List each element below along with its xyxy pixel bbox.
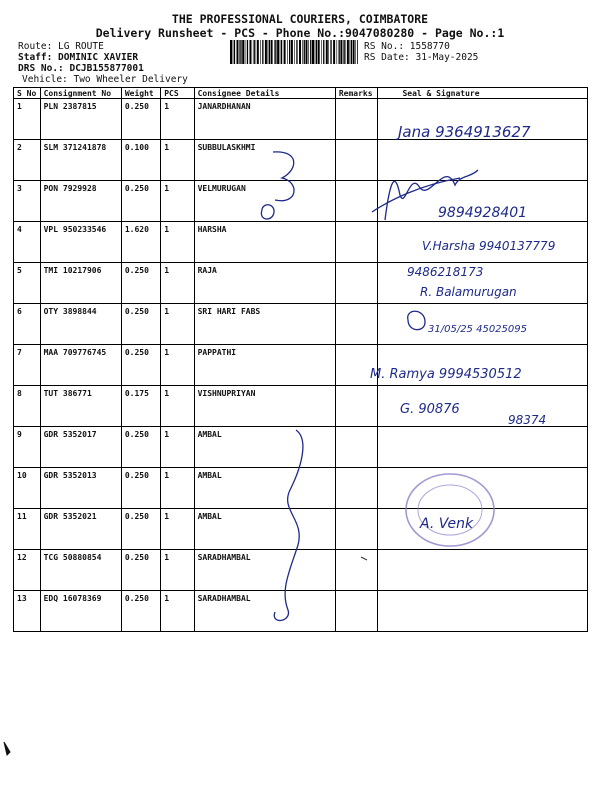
barcode-bar [234,40,235,64]
cell-sno: 12 [14,550,41,591]
cell-consignee: SARADHAMBAL [194,550,335,591]
cell-consignee: AMBAL [194,509,335,550]
cell-signature [378,263,588,304]
cell-consignment: SLM 371241878 [40,140,121,181]
cell-sno: 3 [14,181,41,222]
barcode-bar [310,40,311,64]
cell-remarks [335,427,378,468]
table-row [14,181,588,222]
cell-consignment: GDR 5352013 [40,468,121,509]
cell-sno: 5 [14,263,41,304]
barcode-bar [302,40,303,64]
cell-weight: 0.175 [121,386,160,427]
corner-mark [4,742,10,755]
cell-signature [378,591,588,632]
cell-consignee: SUBBULASKHMI [194,140,335,181]
cell-weight: 0.250 [121,509,160,550]
barcode-bar [253,40,254,64]
cell-pcs: 1 [161,181,194,222]
cell-remarks [335,99,378,140]
cell-consignment: TMI 10217906 [40,263,121,304]
barcode-bar [247,40,248,64]
barcode-bar [326,40,328,64]
table-row [14,386,588,427]
cell-signature [378,345,588,386]
cell-signature [378,550,588,591]
col-header-pcs: PCS [161,88,194,99]
cell-pcs: 1 [161,99,194,140]
cell-consignment: GDR 5352017 [40,427,121,468]
cell-signature [378,427,588,468]
cell-pcs: 1 [161,304,194,345]
cell-sno: 4 [14,222,41,263]
barcode-bar [318,40,320,64]
table-row [14,427,588,468]
cell-consignee: AMBAL [194,427,335,468]
col-header-sno: S No [14,88,41,99]
cell-signature [378,222,588,263]
cell-weight: 0.250 [121,304,160,345]
cell-pcs: 1 [161,468,194,509]
cell-pcs: 1 [161,427,194,468]
cell-sno: 10 [14,468,41,509]
col-header-remarks: Remarks [335,88,378,99]
table-row [14,591,588,632]
barcode-bar [280,40,281,64]
barcode-bar [339,40,340,64]
col-header-weight: Weight [121,88,160,99]
barcode-bar [357,40,358,64]
cell-consignment: MAA 709776745 [40,345,121,386]
cell-signature [378,468,588,509]
barcode-bar [274,40,275,64]
table-row [14,468,588,509]
barcode-bar [337,40,338,64]
barcode [230,40,358,64]
cell-pcs: 1 [161,550,194,591]
barcode-bar [284,40,286,64]
cell-consignee: SRI HARI FABS [194,304,335,345]
cell-consignee: RAJA [194,263,335,304]
barcode-bar [355,40,356,64]
handwriting-row6: 31/05/25 45025095 [428,324,527,335]
cell-remarks [335,345,378,386]
staff-label: Staff: DOMINIC XAVIER [18,52,139,63]
barcode-bar [291,40,293,64]
barcode-bar [257,40,259,64]
handwriting-row8-a: G. 90876 [400,402,460,417]
barcode-bar [275,40,276,64]
cell-signature [378,304,588,345]
drs-number: DRS No.: DCJB155877001 [18,63,144,74]
barcode-bar [242,40,244,64]
cell-sno: 1 [14,99,41,140]
barcode-bar [312,40,314,64]
cell-weight: 0.250 [121,427,160,468]
barcode-bar [287,40,288,64]
cell-consignee: HARSHA [194,222,335,263]
handwriting-row11: A. Venk [420,516,474,532]
cell-remarks [335,140,378,181]
handwriting-row1: Jana 9364913627 [398,123,531,141]
cell-consignment: GDR 5352021 [40,509,121,550]
table-row [14,222,588,263]
cell-consignment: PON 7929928 [40,181,121,222]
handwriting-row7: M. Ramya 9994530512 [370,367,522,382]
cell-consignee: SARADHAMBAL [194,591,335,632]
cell-signature [378,140,588,181]
barcode-bar [277,40,279,64]
handwriting-row8-b: 98374 [508,413,547,427]
barcode-bar [237,40,239,64]
cell-signature [378,509,588,550]
cell-remarks [335,263,378,304]
cell-remarks [335,591,378,632]
table-row [14,99,588,140]
cell-pcs: 1 [161,386,194,427]
table-row [14,550,588,591]
handwriting-row4: V.Harsha 9940137779 [422,239,556,253]
barcode-bar [281,40,282,64]
barcode-bar [353,40,355,64]
cell-weight: 0.250 [121,345,160,386]
barcode-bar [351,40,352,64]
cell-sno: 11 [14,509,41,550]
vehicle-label: Vehicle: Two Wheeler Delivery [22,74,188,85]
barcode-bar [289,40,290,64]
barcode-bar [265,40,267,64]
cell-consignment: PLN 2387815 [40,99,121,140]
handwriting-row3: 9894928401 [438,205,528,221]
cell-sno: 8 [14,386,41,427]
cell-consignment: VPL 950233546 [40,222,121,263]
barcode-bar [240,40,241,64]
company-name: THE PROFESSIONAL COURIERS, COIMBATORE [171,12,429,26]
cell-signature [378,99,588,140]
barcode-bar [323,40,324,64]
barcode-bar [271,40,273,64]
barcode-bar [262,40,263,64]
barcode-bar [340,40,342,64]
barcode-bar [250,40,252,64]
runsheet-title: Delivery Runsheet - PCS - Phone No.:9047080280 - Page No.:1 [95,26,505,40]
cell-weight: 0.250 [121,99,160,140]
rs-number: RS No.: 1558770 [364,41,450,52]
cell-weight: 0.250 [121,468,160,509]
handwriting-row5-name: R. Balamurugan [420,285,517,299]
cell-remarks [335,222,378,263]
cell-signature [378,386,588,427]
barcode-bar [268,40,269,64]
barcode-bar [294,40,295,64]
cell-remarks [335,509,378,550]
cell-consignee: AMBAL [194,468,335,509]
barcode-bar [321,40,322,64]
cell-sno: 7 [14,345,41,386]
cell-consignment: TCG 50880854 [40,550,121,591]
cell-weight: 1.620 [121,222,160,263]
cell-weight: 0.100 [121,140,160,181]
rs-date: RS Date: 31-May-2025 [364,52,479,63]
barcode-bar [306,40,308,64]
cell-pcs: 1 [161,591,194,632]
barcode-bar [347,40,349,64]
cell-remarks [335,386,378,427]
table-row [14,345,588,386]
table-row [14,263,588,304]
barcode-bar [254,40,255,64]
barcode-bar [269,40,270,64]
barcode-bar [350,40,351,64]
table-header-row [14,88,588,99]
handwriting-row5-phone: 9486218173 [407,265,484,279]
barcode-bar [239,40,240,64]
cell-weight: 0.250 [121,181,160,222]
cell-sno: 13 [14,591,41,632]
runsheet-table [13,87,588,632]
cell-sno: 2 [14,140,41,181]
col-header-consignee: Consignee Details [194,88,335,99]
barcode-bar [233,40,234,64]
cell-pcs: 1 [161,222,194,263]
cell-weight: 0.250 [121,263,160,304]
cell-weight: 0.250 [121,591,160,632]
cell-pcs: 1 [161,345,194,386]
cell-weight: 0.250 [121,550,160,591]
table-row [14,304,588,345]
barcode-bar [304,40,305,64]
table-row [14,140,588,181]
barcode-bar [330,40,331,64]
table-row [14,509,588,550]
cell-consignee: VISHNUPRIYAN [194,386,335,427]
cell-consignment: OTY 3898844 [40,304,121,345]
cell-remarks [335,468,378,509]
cell-sno: 6 [14,304,41,345]
barcode-bar [308,40,309,64]
col-header-consignment: Consignment No [40,88,121,99]
cell-sno: 9 [14,427,41,468]
barcode-bar [230,40,232,64]
cell-remarks [335,550,378,591]
barcode-bar [315,40,316,64]
cell-consignee: VELMURUGAN [194,181,335,222]
route-label: Route: LG ROUTE [18,41,104,52]
cell-remarks [335,304,378,345]
cell-pcs: 1 [161,509,194,550]
barcode-bar [333,40,335,64]
barcode-bar [245,40,246,64]
cell-remarks [335,181,378,222]
barcode-bar [296,40,297,64]
barcode-bar [328,40,329,64]
cell-pcs: 1 [161,140,194,181]
cell-consignee: PAPPATHI [194,345,335,386]
barcode-bar [344,40,345,64]
barcode-bar [316,40,317,64]
cell-pcs: 1 [161,263,194,304]
barcode-bar [343,40,344,64]
barcode-bar [299,40,301,64]
col-header-signature: Seal & Signature [378,88,588,99]
barcode-bar [260,40,261,64]
cell-signature [378,181,588,222]
cell-consignee: JANARDHANAN [194,99,335,140]
cell-consignment: TUT 386771 [40,386,121,427]
cell-consignment: EDQ 16078369 [40,591,121,632]
